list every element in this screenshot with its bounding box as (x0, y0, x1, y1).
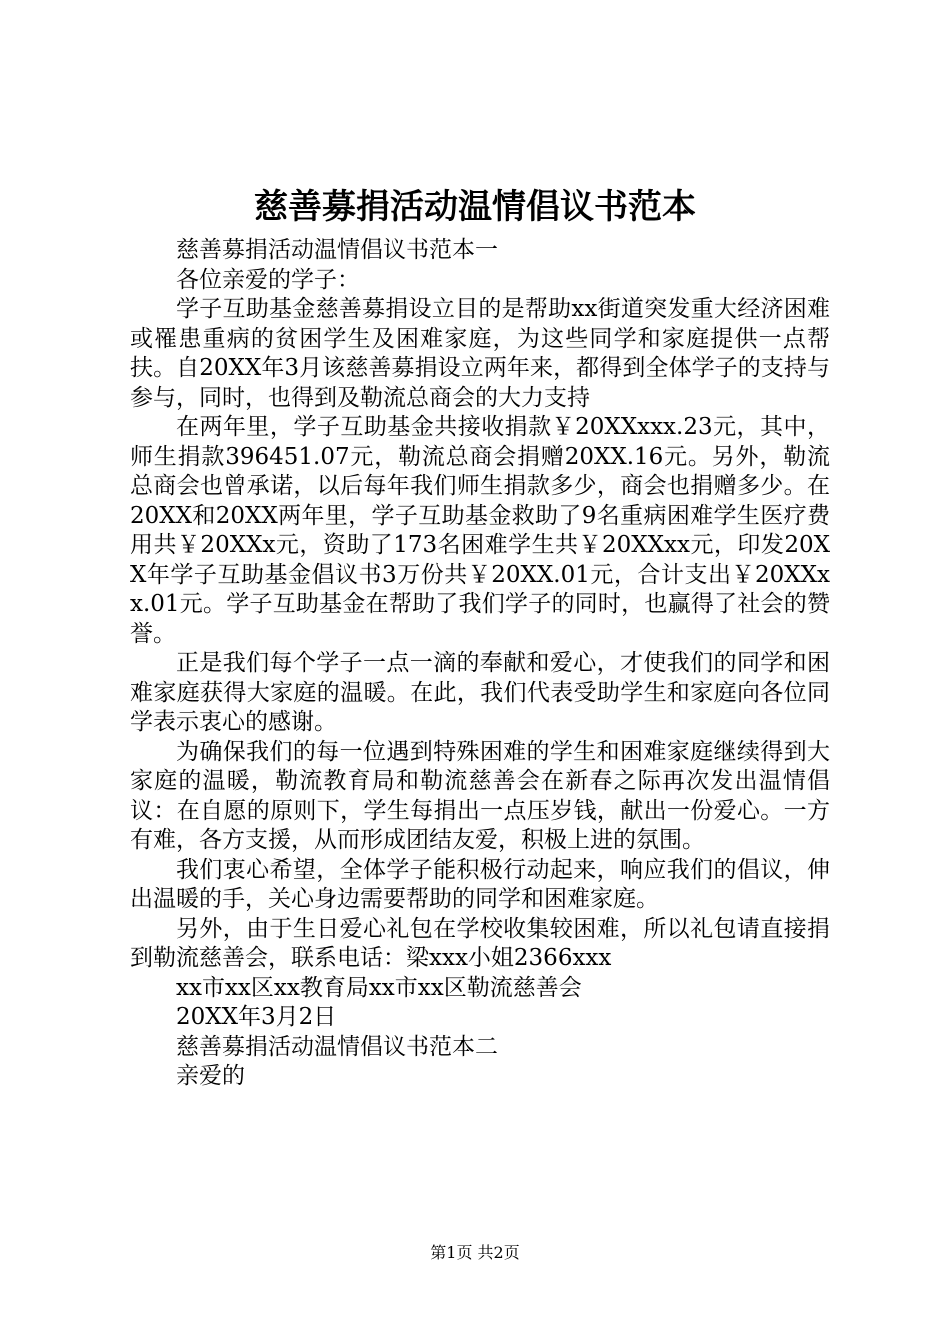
paragraph: 在两年里，学子互助基金共接收捐款￥20XXxxx.23元，其中，师生捐款396451.07元，勒流总商会捐赠20XX.16元。另外，勒流总商会也曾承诺，以后每年我们师生捐款多少，商会也捐赠多少。在20XX和20XX两年里，学子互助基金救助了9名重病困难学生医疗费用共￥20XXx元，资助了173名困难学生共￥20XXxx元，印发20XX年学子互助基金倡议书3万份共￥20XX.01元，合计支出￥20XXxx.01元。学子互助基金在帮助了我们学子的同时，也赢得了社会的赞誉。 (130, 414, 830, 647)
paragraph-date: 20XX年3月2日 (176, 1004, 337, 1030)
paragraph: 我们衷心希望，全体学子能积极行动起来，响应我们的倡议，伸出温暖的手，关心身边需要帮助的同学和困难家庭。 (130, 856, 830, 912)
paragraph: 学子互助基金慈善募捐设立目的是帮助xx街道突发重大经济困难或罹患重病的贫困学生及困难家庭，为这些同学和家庭提供一点帮扶。自20XX年3月该慈善募捐设立两年来，都得到全体学子的支持与参与，同时，也得到及勒流总商会的大力支持 (130, 296, 830, 411)
document-body (130, 236, 830, 1092)
paragraph-heading-one: 慈善募捐活动温情倡议书范本一 (176, 237, 498, 263)
paragraph-heading-two: 慈善募捐活动温情倡议书范本二 (176, 1033, 498, 1060)
paragraph: 为确保我们的每一位遇到特殊困难的学生和困难家庭继续得到大家庭的温暖，勒流教育局和勒流慈善会在新春之际再次发出温情倡议：在自愿的原则下，学生每捐出一点压岁钱，献出一份爱心。一方有难，各方支援，从而形成团结友爱，积极上进的氛围。 (130, 738, 830, 853)
page-number: 第1页 共2页 (430, 1243, 520, 1262)
paragraph-contact: 另外，由于生日爱心礼包在学校收集较困难，所以礼包请直接捐到勒流慈善会，联系电话：梁xxx小姐2366xxx (130, 915, 830, 971)
paragraph-salutation-two: 亲爱的 (176, 1063, 245, 1089)
document-title: 慈善募捐活动温情倡议书范本 (254, 187, 696, 227)
paragraph: 正是我们每个学子一点一滴的奉献和爱心，才使我们的同学和困难家庭获得大家庭的温暖。在此，我们代表受助学生和家庭向各位同学表示衷心的感谢。 (130, 650, 830, 735)
paragraph-signature: xx市xx区xx教育局xx市xx区勒流慈善会 (176, 974, 582, 1001)
page-footer (0, 1243, 950, 1263)
paragraph-salutation: 各位亲爱的学子： (176, 266, 360, 293)
